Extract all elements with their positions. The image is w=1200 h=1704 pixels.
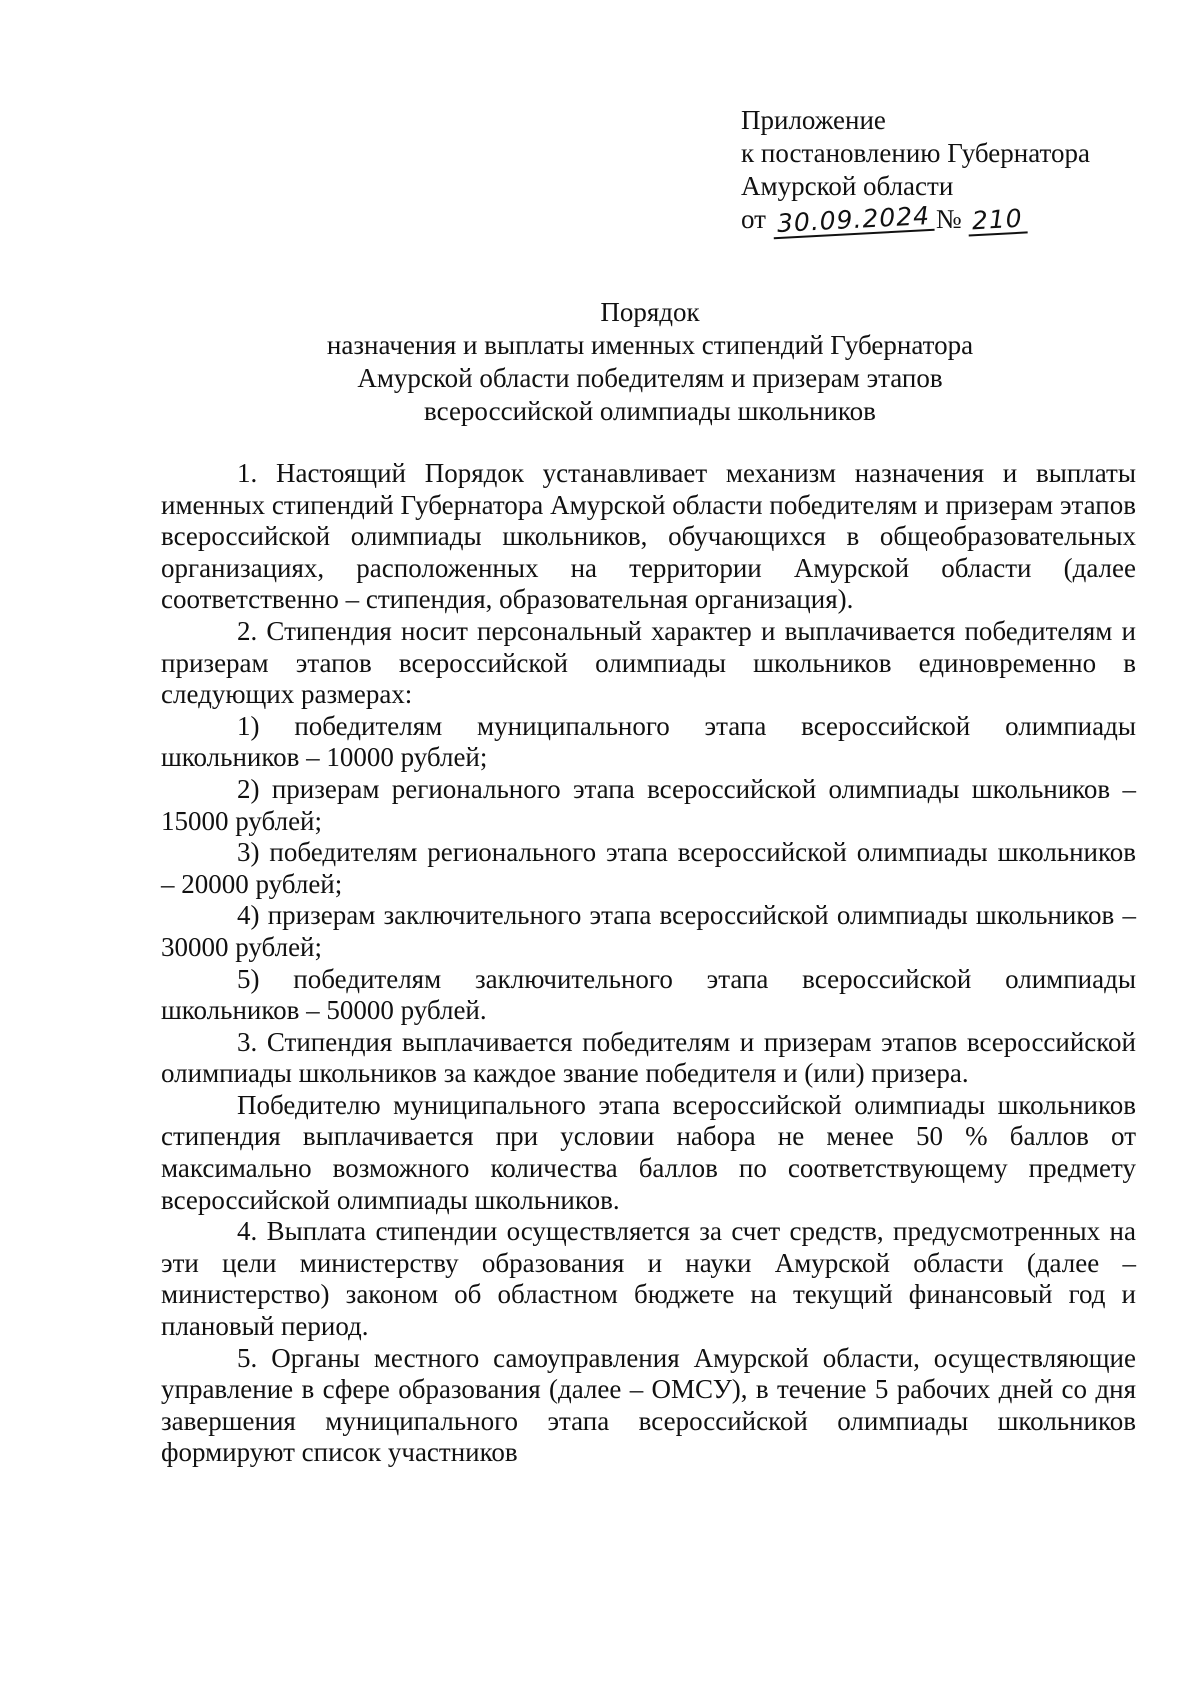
list-item-2: 2) призерам регионального этапа всероссийской олимпиады школьников – 15000 рублей; xyxy=(161,773,1136,836)
appendix-date-number xyxy=(741,203,1161,236)
appendix-label: Приложение xyxy=(741,105,886,135)
appendix-header xyxy=(741,104,1161,236)
date-prefix: от xyxy=(741,204,766,234)
document-body xyxy=(161,458,1136,1469)
list-item-1: 1) победителям муниципального этапа всероссийской олимпиады школьников – 10000 рублей; xyxy=(161,710,1136,773)
paragraph-4: 4. Выплата стипендии осуществляется за счет средств, предусмотренных на эти цели министерству образования и науки Амурской области (далее – министерство) законом об областном бюджете на текущий финансовый год и плановый период. xyxy=(161,1216,1136,1342)
appendix-region: Амурской области xyxy=(741,171,954,201)
paragraph-1: 1. Настоящий Порядок устанавливает механизм назначения и выплаты именных стипендий Губернатора Амурской области победителям и призерам этапов всероссийской олимпиады школьников, обучающихся в общеобразовательных организациях, расположенных на территории Амурской области (далее соответственно – стипендия, образовательная организация). xyxy=(161,458,1136,615)
handwritten-date: 30.09.2024 xyxy=(772,203,934,239)
paragraph-3: 3. Стипендия выплачивается победителям и призерам этапов всероссийской олимпиады школьников за каждое звание победителя и (или) призера. xyxy=(161,1026,1136,1089)
list-item-4: 4) призерам заключительного этапа всероссийской олимпиады школьников – 30000 рублей; xyxy=(161,900,1136,962)
list-item-3: 3) победителям регионального этапа всероссийской олимпиады школьников – 20000 рублей; xyxy=(161,837,1136,899)
title-line-1: Порядок xyxy=(600,297,700,327)
appendix-decree-ref: к постановлению Губернатора xyxy=(741,138,1090,168)
list-item-5: 5) победителям заключительного этапа всероссийской олимпиады школьников – 50000 рублей. xyxy=(161,963,1136,1026)
paragraph-5: 5. Органы местного самоуправления Амурской области, осуществляющие управление в сфере образования (далее – ОМСУ), в течение 5 рабочих дней со дня завершения муниципального этапа всероссийской олимпиады школьников формируют список участников xyxy=(161,1342,1136,1468)
title-line-3: Амурской области победителям и призерам этапов xyxy=(357,363,943,393)
document-title xyxy=(200,296,1100,428)
number-sign: № xyxy=(935,204,962,234)
title-line-2: назначения и выплаты именных стипендий Губернатора xyxy=(326,330,974,360)
title-line-4: всероссийской олимпиады школьников xyxy=(424,396,876,426)
paragraph-2: 2. Стипендия носит персональный характер и выплачивается победителям и призерам этапов всероссийской олимпиады школьников единовременно в следующих размерах: xyxy=(161,615,1136,710)
paragraph-3-continued: Победителю муниципального этапа всероссийской олимпиады школьников стипендия выплачивается при условии набора не менее 50 % баллов от максимально возможного количества баллов по соответствующему предмету всероссийской олимпиады школьников. xyxy=(161,1089,1136,1215)
handwritten-number: 210 xyxy=(968,205,1028,236)
